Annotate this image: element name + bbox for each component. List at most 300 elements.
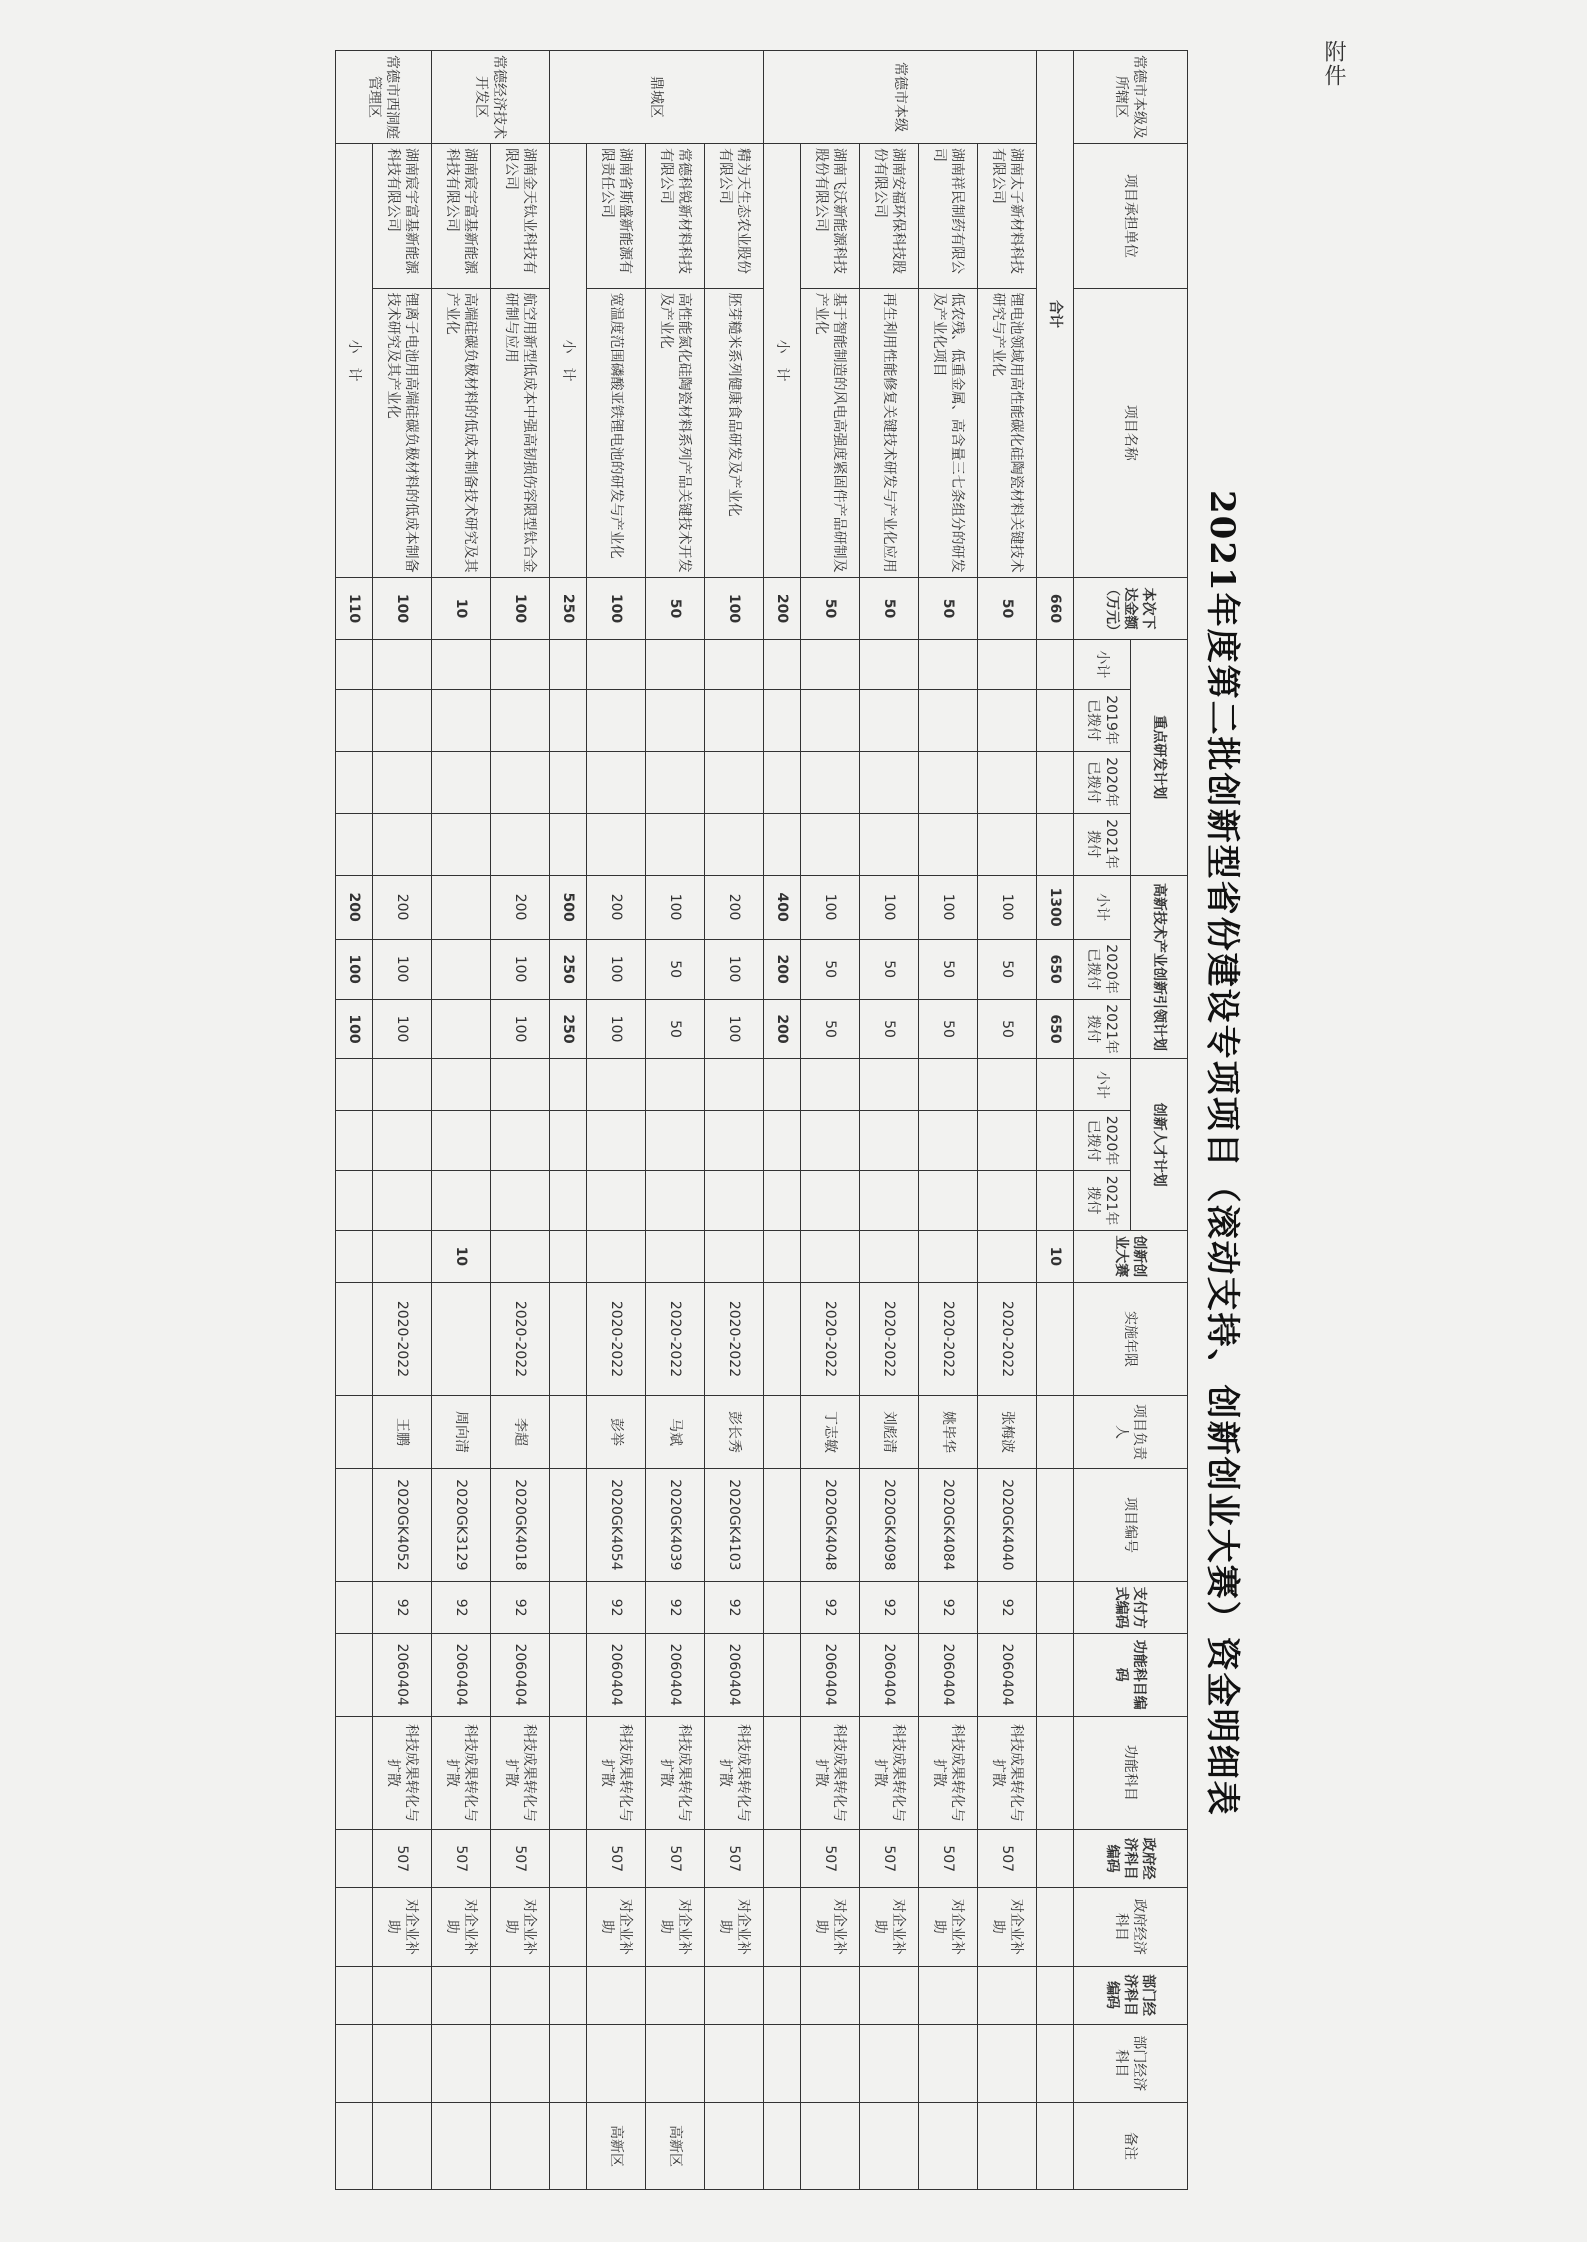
ht-total-cell: 100	[978, 875, 1037, 939]
empty-cell	[336, 1396, 373, 1468]
empty-cell	[491, 813, 550, 875]
ht-2021-cell: 100	[373, 999, 432, 1059]
name-cell: 低农残、低重金属、高含量三七条组分的研发及产业化项目	[919, 288, 978, 577]
note-cell	[801, 2103, 860, 2190]
empty-cell	[860, 1171, 919, 1231]
empty-cell	[373, 689, 432, 751]
contest-cell	[860, 1230, 919, 1282]
empty-cell	[801, 751, 860, 813]
empty-cell	[764, 1059, 801, 1111]
empty-cell	[336, 1059, 373, 1111]
subtotal-ht-2021: 200	[764, 999, 801, 1059]
empty-cell	[764, 1468, 801, 1582]
empty-cell	[801, 689, 860, 751]
ht-2021-cell: 50	[801, 999, 860, 1059]
note-cell: 高新区	[587, 2103, 646, 2190]
func-name-cell: 科技成果转化与扩散	[705, 1716, 764, 1830]
empty-cell	[705, 639, 764, 689]
empty-cell	[705, 689, 764, 751]
contest-cell	[587, 1230, 646, 1282]
pay-cell: 92	[373, 1582, 432, 1634]
func-code-cell: 2060404	[801, 1633, 860, 1716]
empty-cell	[860, 689, 919, 751]
empty-cell	[432, 813, 491, 875]
gov-code-cell: 507	[860, 1830, 919, 1888]
ht-2021-cell: 100	[491, 999, 550, 1059]
empty-cell	[1037, 2024, 1074, 2103]
header-rd-2019: 2019年已拨付	[1074, 689, 1131, 751]
empty-cell	[764, 1171, 801, 1231]
ht-2020-cell: 50	[978, 939, 1037, 999]
empty-cell	[587, 751, 646, 813]
empty-cell	[860, 1966, 919, 2024]
empty-cell	[705, 813, 764, 875]
func-code-cell: 2060404	[491, 1633, 550, 1716]
empty-cell	[860, 1111, 919, 1171]
contest-cell	[373, 1230, 432, 1282]
note-cell	[978, 2103, 1037, 2190]
header-tal-2020: 2020年已拨付	[1074, 1111, 1131, 1171]
subtotal-ht-2020: 200	[764, 939, 801, 999]
header-gov-code: 政府经济科目编码	[1074, 1830, 1188, 1888]
subtotal-label: 小 计	[764, 144, 801, 578]
empty-cell	[373, 1111, 432, 1171]
unit-cell: 湖南安福环保科技股份有限公司	[860, 144, 919, 289]
subtotal-amount: 110	[336, 577, 373, 639]
empty-cell	[432, 689, 491, 751]
empty-cell	[764, 1582, 801, 1634]
empty-cell	[491, 1059, 550, 1111]
empty-cell	[764, 1716, 801, 1830]
empty-cell	[550, 1582, 587, 1634]
unit-cell: 精为天生态农业股份有限公司	[705, 144, 764, 289]
leader-cell: 彭长秀	[705, 1396, 764, 1468]
total-row	[1037, 51, 1074, 2190]
table-row	[801, 51, 860, 2190]
empty-cell	[373, 639, 432, 689]
empty-cell	[764, 1282, 801, 1396]
empty-cell	[1037, 751, 1074, 813]
pay-cell: 92	[801, 1582, 860, 1634]
amount-cell: 100	[491, 577, 550, 639]
empty-cell	[1037, 1396, 1074, 1468]
note-cell	[919, 2103, 978, 2190]
pay-cell: 92	[587, 1582, 646, 1634]
empty-cell	[1037, 1966, 1074, 2024]
func-code-cell: 2060404	[587, 1633, 646, 1716]
document-title: 2021年度第二批创新型省份建设专项项目（滚动支持、创新创业大赛）资金明细表	[1202, 490, 1242, 1817]
unit-cell: 湖南宸宇富基新能源科技有限公司	[432, 144, 491, 289]
empty-cell	[646, 1171, 705, 1231]
empty-cell	[978, 1966, 1037, 2024]
unit-cell: 湖南省斯盛新能源有限责任公司	[587, 144, 646, 289]
contest-cell	[801, 1230, 860, 1282]
subtotal-row	[336, 51, 373, 2190]
subtotal-ht-total: 500	[550, 875, 587, 939]
header-func-code: 功能科目编码	[1074, 1633, 1188, 1716]
contest-cell	[491, 1230, 550, 1282]
contest-cell	[646, 1230, 705, 1282]
empty-cell	[336, 1171, 373, 1231]
ht-total-cell: 200	[373, 875, 432, 939]
empty-cell	[1037, 1633, 1074, 1716]
name-cell: 高性能氮化硅陶瓷材料系列产品关键技术开发及产业化	[646, 288, 705, 577]
empty-cell	[1037, 1282, 1074, 1396]
empty-cell	[587, 1111, 646, 1171]
func-name-cell: 科技成果转化与扩散	[860, 1716, 919, 1830]
header-rd-subtotal: 小计	[1074, 639, 1131, 689]
pay-cell: 92	[860, 1582, 919, 1634]
pay-cell: 92	[919, 1582, 978, 1634]
ht-2020-cell: 100	[705, 939, 764, 999]
empty-cell	[587, 2024, 646, 2103]
amount-cell: 50	[801, 577, 860, 639]
empty-cell	[646, 639, 705, 689]
ht-total-cell: 200	[705, 875, 764, 939]
func-name-cell: 科技成果转化与扩散	[432, 1716, 491, 1830]
table-row	[491, 51, 550, 2190]
unit-cell: 湖南宸宇富基新能源科技有限公司	[373, 144, 432, 289]
contest-cell: 10	[432, 1230, 491, 1282]
empty-cell	[919, 689, 978, 751]
header-pay: 支付方式编码	[1074, 1582, 1188, 1634]
code-cell: 2020GK4084	[919, 1468, 978, 1582]
name-cell: 锂离子电池用高端硅碳负极材料的低成本制备技术研究及其产业化	[373, 288, 432, 577]
gov-code-cell: 507	[587, 1830, 646, 1888]
period-cell: 2020-2022	[801, 1282, 860, 1396]
empty-cell	[550, 1230, 587, 1282]
empty-cell	[764, 1396, 801, 1468]
ht-2020-cell: 50	[646, 939, 705, 999]
gov-code-cell: 507	[801, 1830, 860, 1888]
empty-cell	[550, 2103, 587, 2190]
period-cell: 2020-2022	[587, 1282, 646, 1396]
subtotal-ht-total: 200	[336, 875, 373, 939]
period-cell: 2020-2022	[919, 1282, 978, 1396]
empty-cell	[764, 689, 801, 751]
empty-cell	[978, 751, 1037, 813]
ht-total-cell: 100	[801, 875, 860, 939]
empty-cell	[550, 639, 587, 689]
empty-cell	[801, 1171, 860, 1231]
table-row	[432, 51, 491, 2190]
amount-cell: 50	[978, 577, 1037, 639]
empty-cell	[587, 639, 646, 689]
ht-2020-cell: 100	[491, 939, 550, 999]
gov-code-cell: 507	[919, 1830, 978, 1888]
empty-cell	[860, 1059, 919, 1111]
empty-cell	[336, 1633, 373, 1716]
empty-cell	[550, 751, 587, 813]
table-row	[373, 51, 432, 2190]
empty-cell	[1037, 1171, 1074, 1231]
code-cell: 2020GK4018	[491, 1468, 550, 1582]
amount-cell: 50	[919, 577, 978, 639]
empty-cell	[432, 1111, 491, 1171]
code-cell: 2020GK4054	[587, 1468, 646, 1582]
subtotal-label: 小 计	[336, 144, 373, 578]
empty-cell	[336, 2024, 373, 2103]
empty-cell	[978, 689, 1037, 751]
ht-2021-cell: 50	[860, 999, 919, 1059]
gov-name-cell: 对企业补助	[801, 1888, 860, 1967]
table-row	[860, 51, 919, 2190]
table-row	[919, 51, 978, 2190]
leader-cell: 彭举	[587, 1396, 646, 1468]
empty-cell	[978, 813, 1037, 875]
header-func-name: 功能科目	[1074, 1716, 1188, 1830]
empty-cell	[491, 1966, 550, 2024]
empty-cell	[919, 1111, 978, 1171]
pay-cell: 92	[432, 1582, 491, 1634]
header-unit: 项目承担单位	[1074, 144, 1188, 289]
empty-cell	[978, 1111, 1037, 1171]
empty-cell	[860, 751, 919, 813]
empty-cell	[336, 1282, 373, 1396]
gov-code-cell: 507	[978, 1830, 1037, 1888]
subtotal-label: 小 计	[550, 144, 587, 578]
gov-name-cell: 对企业补助	[646, 1888, 705, 1967]
note-cell	[860, 2103, 919, 2190]
header-ht-2021: 2021年拨付	[1074, 999, 1131, 1059]
gov-code-cell: 507	[705, 1830, 764, 1888]
gov-name-cell: 对企业补助	[587, 1888, 646, 1967]
func-name-cell: 科技成果转化与扩散	[491, 1716, 550, 1830]
empty-cell	[491, 1171, 550, 1231]
header-tal-subtotal: 小计	[1074, 1059, 1131, 1111]
header-dept-code: 部门经济科目编码	[1074, 1966, 1188, 2024]
empty-cell	[373, 751, 432, 813]
empty-cell	[764, 2103, 801, 2190]
pay-cell: 92	[646, 1582, 705, 1634]
empty-cell	[491, 689, 550, 751]
empty-cell	[860, 2024, 919, 2103]
name-cell: 锂电池领域用高性能碳化硅陶瓷材料关键技术研究与产业化	[978, 288, 1037, 577]
func-code-cell: 2060404	[373, 1633, 432, 1716]
contest-cell	[978, 1230, 1037, 1282]
empty-cell	[1037, 2103, 1074, 2190]
code-cell: 2020GK4098	[860, 1468, 919, 1582]
funding-detail-table	[335, 50, 1188, 2190]
empty-cell	[919, 2024, 978, 2103]
header-leader: 项目负责人	[1074, 1396, 1188, 1468]
empty-cell	[336, 1716, 373, 1830]
ht-total-cell: 200	[587, 875, 646, 939]
empty-cell	[705, 1171, 764, 1231]
empty-cell	[1037, 1111, 1074, 1171]
period-cell: 2020-2022	[705, 1282, 764, 1396]
empty-cell	[587, 1966, 646, 2024]
empty-cell	[919, 1966, 978, 2024]
ht-total-cell: 100	[646, 875, 705, 939]
empty-cell	[764, 751, 801, 813]
func-code-cell: 2060404	[978, 1633, 1037, 1716]
empty-cell	[646, 1966, 705, 2024]
unit-cell: 湖南祥民制药有限公司	[919, 144, 978, 289]
gov-code-cell: 507	[432, 1830, 491, 1888]
empty-cell	[860, 639, 919, 689]
gov-code-cell: 507	[646, 1830, 705, 1888]
empty-cell	[550, 2024, 587, 2103]
empty-cell	[705, 751, 764, 813]
amount-cell: 100	[705, 577, 764, 639]
leader-cell: 张梅波	[978, 1396, 1037, 1468]
func-name-cell: 科技成果转化与扩散	[801, 1716, 860, 1830]
total-ht-2020: 650	[1037, 939, 1074, 999]
subtotal-ht-total: 400	[764, 875, 801, 939]
leader-cell: 李超	[491, 1396, 550, 1468]
empty-cell	[646, 751, 705, 813]
empty-cell	[1037, 1716, 1074, 1830]
empty-cell	[764, 1966, 801, 2024]
empty-cell	[1037, 1468, 1074, 1582]
empty-cell	[978, 639, 1037, 689]
name-cell: 基于智能制造的风电高强度紧固件产品研制及产业化	[801, 288, 860, 577]
header-row-1	[1131, 51, 1188, 2190]
unit-cell: 湖南太子新材料科技有限公司	[978, 144, 1037, 289]
ht-total-cell: 100	[919, 875, 978, 939]
subtotal-ht-2021: 100	[336, 999, 373, 1059]
table-row	[705, 51, 764, 2190]
empty-cell	[491, 751, 550, 813]
empty-cell	[432, 1059, 491, 1111]
gov-code-cell: 507	[491, 1830, 550, 1888]
leader-cell: 姚毕华	[919, 1396, 978, 1468]
code-cell: 2020GK4040	[978, 1468, 1037, 1582]
contest-cell	[919, 1230, 978, 1282]
empty-cell	[550, 1830, 587, 1888]
empty-cell	[336, 689, 373, 751]
empty-cell	[919, 1171, 978, 1231]
gov-name-cell: 对企业补助	[919, 1888, 978, 1967]
pay-cell: 92	[491, 1582, 550, 1634]
code-cell: 2020GK4103	[705, 1468, 764, 1582]
note-cell	[373, 2103, 432, 2190]
note-cell: 高新区	[646, 2103, 705, 2190]
unit-cell: 湖南飞沃新能源科技股份有限公司	[801, 144, 860, 289]
ht-2021-cell: 100	[587, 999, 646, 1059]
empty-cell	[550, 813, 587, 875]
empty-cell	[550, 1633, 587, 1716]
empty-cell	[336, 1582, 373, 1634]
header-code: 项目编号	[1074, 1468, 1188, 1582]
header-rd-2020: 2020年已拨付	[1074, 751, 1131, 813]
empty-cell	[491, 1111, 550, 1171]
empty-cell	[705, 1059, 764, 1111]
empty-cell	[764, 1633, 801, 1716]
amount-cell: 50	[646, 577, 705, 639]
empty-cell	[550, 1468, 587, 1582]
note-cell	[491, 2103, 550, 2190]
header-note: 备注	[1074, 2103, 1188, 2190]
empty-cell	[336, 639, 373, 689]
empty-cell	[860, 813, 919, 875]
ht-total-cell	[432, 875, 491, 939]
table-row	[646, 51, 705, 2190]
empty-cell	[1037, 1888, 1074, 1967]
ht-2021-cell	[432, 999, 491, 1059]
empty-cell	[550, 689, 587, 751]
func-name-cell: 科技成果转化与扩散	[646, 1716, 705, 1830]
unit-cell: 湖南金天钛业科技有限公司	[491, 144, 550, 289]
empty-cell	[432, 751, 491, 813]
empty-cell	[801, 1059, 860, 1111]
empty-cell	[919, 813, 978, 875]
ht-2020-cell: 50	[919, 939, 978, 999]
empty-cell	[801, 2024, 860, 2103]
empty-cell	[336, 813, 373, 875]
empty-cell	[705, 1111, 764, 1171]
amount-cell: 100	[587, 577, 646, 639]
empty-cell	[919, 1059, 978, 1111]
total-contest: 10	[1037, 1230, 1074, 1282]
func-code-cell: 2060404	[919, 1633, 978, 1716]
period-cell	[432, 1282, 491, 1396]
empty-cell	[336, 1111, 373, 1171]
empty-cell	[978, 1059, 1037, 1111]
gov-name-cell: 对企业补助	[432, 1888, 491, 1967]
header-amount: 本次下达金额（万元）	[1074, 577, 1188, 639]
table-row	[978, 51, 1037, 2190]
name-cell: 胚芽糙米系列健康食品研发及产业化	[705, 288, 764, 577]
empty-cell	[432, 1171, 491, 1231]
region-cell: 常德市本级	[764, 51, 1037, 144]
empty-cell	[801, 1111, 860, 1171]
header-tal-2021: 2021年拨付	[1074, 1171, 1131, 1231]
contest-cell	[705, 1230, 764, 1282]
empty-cell	[764, 2024, 801, 2103]
name-cell: 高端硅碳负极材料的低成本制备技术研究及其产业化	[432, 288, 491, 577]
period-cell: 2020-2022	[491, 1282, 550, 1396]
note-cell	[705, 2103, 764, 2190]
empty-cell	[373, 813, 432, 875]
header-talent-group: 创新人才计划	[1131, 1059, 1188, 1231]
code-cell: 2020GK4048	[801, 1468, 860, 1582]
header-hightech-group: 高新技术产业创新引领计划	[1131, 875, 1188, 1059]
leader-cell: 王鹏	[373, 1396, 432, 1468]
ht-2020-cell: 100	[373, 939, 432, 999]
leader-cell: 马斌	[646, 1396, 705, 1468]
func-code-cell: 2060404	[705, 1633, 764, 1716]
gov-name-cell: 对企业补助	[860, 1888, 919, 1967]
empty-cell	[373, 1966, 432, 2024]
func-name-cell: 科技成果转化与扩散	[919, 1716, 978, 1830]
name-cell: 航空用新型低成本中强高韧损伤容限型钛合金研制与应用	[491, 288, 550, 577]
empty-cell	[705, 1966, 764, 2024]
pay-cell: 92	[705, 1582, 764, 1634]
ht-2021-cell: 50	[919, 999, 978, 1059]
empty-cell	[919, 751, 978, 813]
header-contest: 创新创业大赛	[1074, 1230, 1188, 1282]
empty-cell	[550, 1059, 587, 1111]
subtotal-ht-2021: 250	[550, 999, 587, 1059]
empty-cell	[801, 813, 860, 875]
pay-cell: 92	[978, 1582, 1037, 1634]
ht-2020-cell: 50	[860, 939, 919, 999]
leader-cell: 丁志敏	[801, 1396, 860, 1468]
name-cell: 再生利用性能修复关键技术研发与产业化应用	[860, 288, 919, 577]
period-cell: 2020-2022	[646, 1282, 705, 1396]
empty-cell	[587, 689, 646, 751]
header-ht-subtotal: 小计	[1074, 875, 1131, 939]
period-cell: 2020-2022	[373, 1282, 432, 1396]
empty-cell	[587, 1059, 646, 1111]
empty-cell	[646, 1059, 705, 1111]
func-name-cell: 科技成果转化与扩散	[587, 1716, 646, 1830]
ht-2020-cell: 100	[587, 939, 646, 999]
empty-cell	[336, 1830, 373, 1888]
name-cell: 宽温度范围磷酸亚铁锂电池的研发与产业化	[587, 288, 646, 577]
